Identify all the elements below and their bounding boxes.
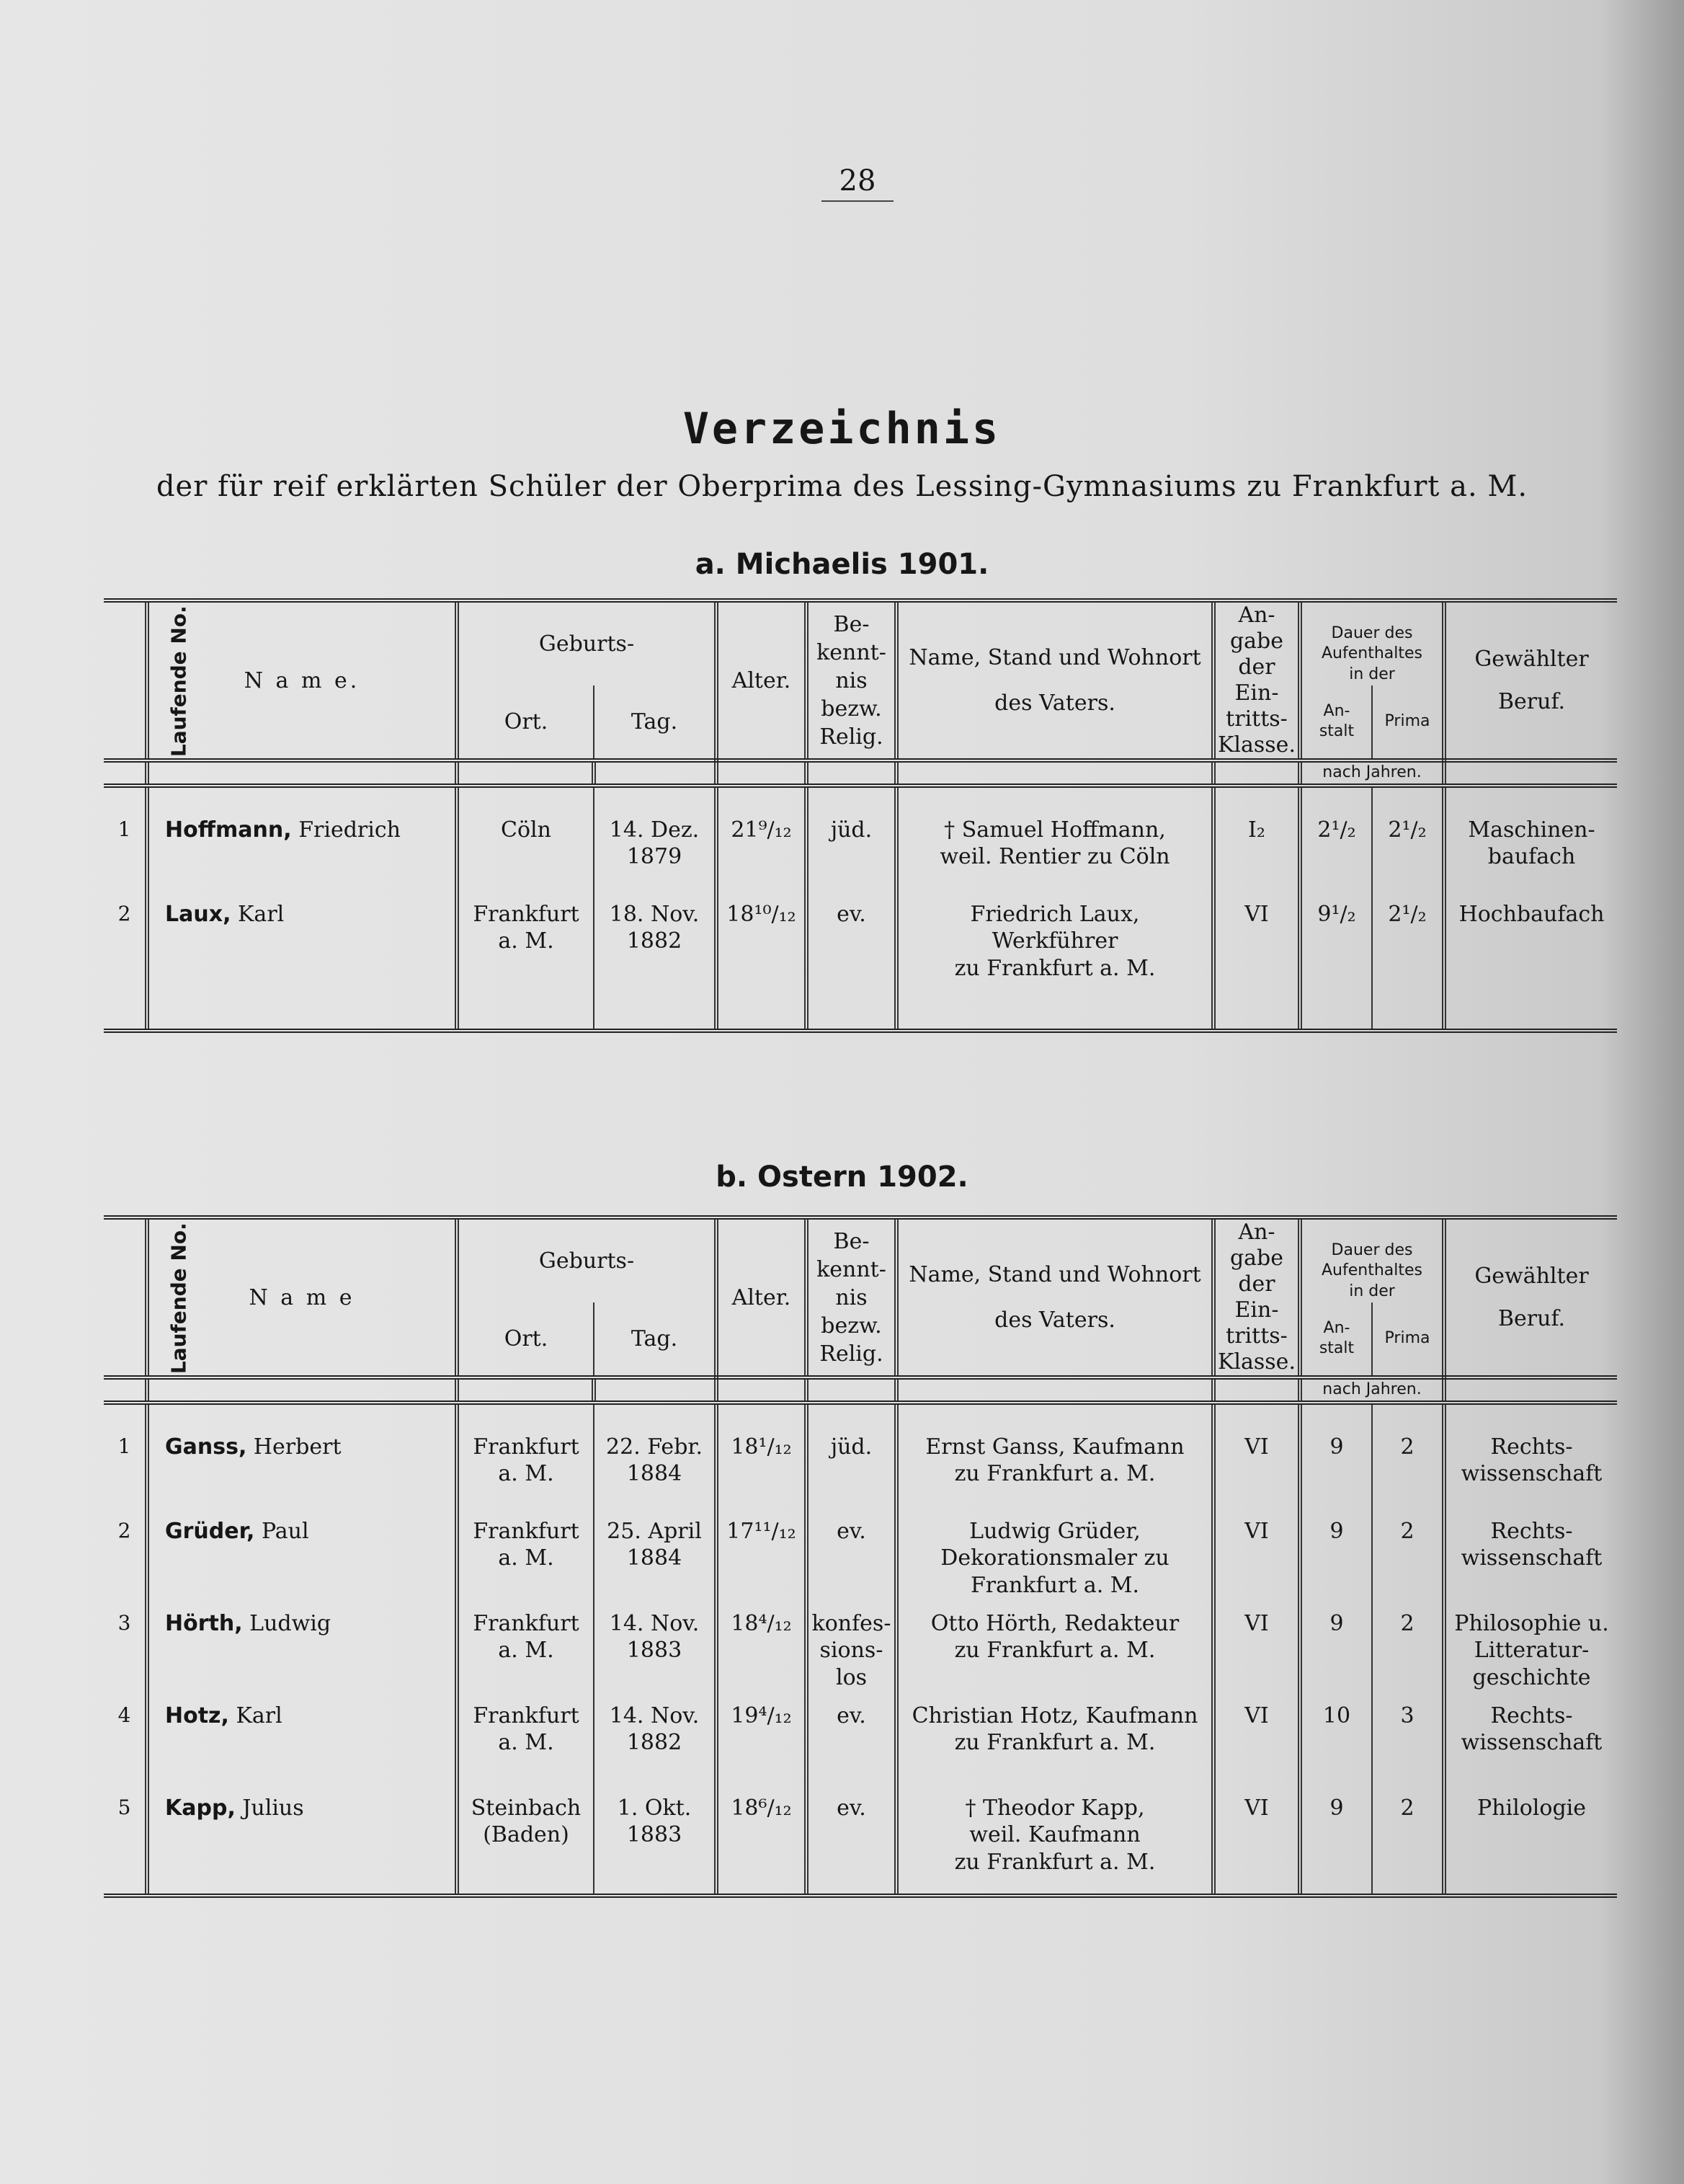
birth-date xyxy=(594,786,716,894)
header-angabe-line: Klasse. xyxy=(1218,732,1296,758)
register-table-ostern xyxy=(104,1215,1617,1898)
profession-line: Litteratur- xyxy=(1474,1638,1590,1664)
chosen-profession xyxy=(1444,1788,1617,1896)
entry-class: VI xyxy=(1213,1403,1300,1511)
birth-place-line: Steinbach xyxy=(471,1795,582,1821)
header-angabe-line: gabe xyxy=(1229,629,1284,654)
birth-date xyxy=(594,1788,716,1896)
student-surname: Grüder, xyxy=(165,1518,255,1544)
entry-class: VI xyxy=(1213,1603,1300,1695)
header-tag: Tag. xyxy=(594,685,716,760)
profession-line: Maschinen- xyxy=(1468,817,1595,843)
header-dauer-line: Aufenthaltes xyxy=(1322,1261,1423,1280)
header-bekenntnis-line: Relig. xyxy=(819,1341,883,1367)
birth-date-line: 1882 xyxy=(626,928,682,954)
years-anstalt: 2¹/₂ xyxy=(1300,786,1372,894)
birth-place-line: a. M. xyxy=(498,1545,554,1571)
religion xyxy=(806,786,896,894)
birth-date-line: 1879 xyxy=(626,844,682,870)
chosen-profession xyxy=(1444,894,1617,1031)
student-name xyxy=(147,1511,457,1603)
student-given-name: Friedrich xyxy=(298,817,401,843)
student-given-name: Ludwig xyxy=(249,1610,331,1636)
birth-place-line: a. M. xyxy=(498,1730,554,1756)
religion-line: ev. xyxy=(837,901,866,927)
student-name xyxy=(147,1403,457,1511)
header-spacer xyxy=(1213,760,1300,786)
header-angabe-line: An- xyxy=(1238,603,1275,628)
years-prima: 2¹/₂ xyxy=(1372,894,1444,1031)
header-vater-line: des Vaters. xyxy=(994,691,1115,716)
header-beruf-line: Gewählter xyxy=(1474,647,1589,672)
profession-line: wissenschaft xyxy=(1461,1545,1603,1571)
birth-place xyxy=(457,1403,594,1511)
father-line: zu Frankfurt a. M. xyxy=(954,1849,1156,1875)
chosen-profession xyxy=(1444,1603,1617,1695)
header-bekenntnis xyxy=(806,600,896,760)
father xyxy=(896,1788,1213,1896)
header-angabe-line: der xyxy=(1238,654,1275,680)
header-dauer-line: in der xyxy=(1349,1282,1395,1300)
student-given-name: Paul xyxy=(261,1518,309,1544)
years-anstalt: 9 xyxy=(1300,1788,1372,1896)
father-line: weil. Rentier zu Cöln xyxy=(940,844,1170,870)
header-ort: Ort. xyxy=(457,1302,594,1377)
header-vater-line: Name, Stand und Wohnort xyxy=(909,1262,1201,1287)
profession-line: Rechts- xyxy=(1490,1703,1573,1728)
religion xyxy=(806,894,896,1031)
header-dauer-line: in der xyxy=(1349,665,1395,683)
header-spacer xyxy=(457,1377,594,1403)
chosen-profession xyxy=(1444,1403,1617,1511)
student-given-name: Karl xyxy=(238,901,285,927)
header-beruf xyxy=(1444,600,1617,760)
birth-place-line: a. M. xyxy=(498,928,554,954)
header-spacer xyxy=(594,1377,716,1403)
header-angabe-line: tritts- xyxy=(1226,706,1288,732)
age: 21⁹/₁₂ xyxy=(716,786,806,894)
header-prima: Prima xyxy=(1372,685,1444,760)
header-vater-line: des Vaters. xyxy=(994,1308,1115,1333)
religion-line: los xyxy=(835,1664,868,1690)
father-line: Otto Hörth, Redakteur xyxy=(930,1610,1180,1636)
header-dauer xyxy=(1300,1217,1444,1302)
table-row xyxy=(104,1403,1617,1511)
header-alter: Alter. xyxy=(716,1217,806,1377)
header-spacer xyxy=(104,760,147,786)
row-number: 1 xyxy=(117,1434,131,1458)
table-row xyxy=(104,1695,1617,1788)
years-anstalt: 9 xyxy=(1300,1603,1372,1695)
student-given-name: Herbert xyxy=(253,1434,342,1460)
header-laufende-label: Laufende No. xyxy=(166,605,191,757)
student-name xyxy=(147,1695,457,1788)
religion xyxy=(806,1788,896,1896)
religion-line: ev. xyxy=(837,1703,866,1728)
birth-place-line: a. M. xyxy=(498,1638,554,1664)
header-bekenntnis xyxy=(806,1217,896,1377)
student-given-name: Karl xyxy=(236,1703,282,1728)
years-prima: 2 xyxy=(1372,1511,1444,1603)
chosen-profession xyxy=(1444,1695,1617,1788)
birth-place-line: Cöln xyxy=(501,817,551,843)
section-title-michaelis: a. Michaelis 1901. xyxy=(695,548,989,581)
header-bekenntnis-line: nis xyxy=(835,1284,868,1310)
religion-line: jüd. xyxy=(830,1434,873,1460)
father-line: Christian Hotz, Kaufmann xyxy=(912,1703,1198,1728)
header-geburts: Geburts- xyxy=(457,600,716,685)
religion-line: jüd. xyxy=(830,817,873,843)
header-angabe-line: der xyxy=(1238,1271,1275,1297)
father-line: † Theodor Kapp, xyxy=(965,1795,1145,1821)
father xyxy=(896,1403,1213,1511)
birth-place-line: Frankfurt xyxy=(473,1703,579,1728)
header-prima: Prima xyxy=(1372,1302,1444,1377)
header-spacer xyxy=(896,1377,1213,1403)
father-line: Ludwig Grüder, xyxy=(969,1518,1141,1544)
header-beruf-line: Gewählter xyxy=(1474,1264,1589,1289)
document-title: Verzeichnis xyxy=(682,404,1002,454)
header-spacer xyxy=(896,760,1213,786)
header-angabe-line: Ein- xyxy=(1234,1297,1279,1323)
student-name xyxy=(147,1788,457,1896)
birth-place-line: Frankfurt xyxy=(473,901,579,927)
father-line: Werkführer xyxy=(992,928,1118,954)
row-number: 2 xyxy=(104,894,147,1031)
years-prima: 2 xyxy=(1372,1788,1444,1896)
years-anstalt: 10 xyxy=(1300,1695,1372,1788)
years-anstalt: 9¹/₂ xyxy=(1300,894,1372,1031)
father-line: zu Frankfurt a. M. xyxy=(954,1638,1156,1664)
religion-line: sions- xyxy=(819,1638,883,1664)
birth-date xyxy=(594,1695,716,1788)
birth-date-line: 1. Okt. xyxy=(617,1795,692,1821)
profession-line: Hochbaufach xyxy=(1458,901,1605,927)
birth-place-line: (Baden) xyxy=(483,1822,569,1848)
student-surname: Hotz, xyxy=(165,1703,229,1728)
document-subtitle: der für reif erklärten Schüler der Oberprima des Lessing-Gymnasiums zu Frankfurt a. M. xyxy=(156,470,1528,503)
header-anstalt-line: stalt xyxy=(1319,1339,1355,1358)
religion xyxy=(806,1603,896,1695)
register-table-michaelis xyxy=(104,598,1617,1033)
row-number: 1 xyxy=(117,817,131,841)
birth-place xyxy=(457,1603,594,1695)
birth-date-line: 1884 xyxy=(626,1545,682,1571)
header-laufende-label: Laufende No. xyxy=(166,1222,191,1374)
age: 18⁶/₁₂ xyxy=(716,1788,806,1896)
years-prima: 2¹/₂ xyxy=(1372,786,1444,894)
father xyxy=(896,894,1213,1031)
table-row xyxy=(104,1511,1617,1603)
father-line: zu Frankfurt a. M. xyxy=(954,1730,1156,1756)
years-anstalt: 9 xyxy=(1300,1403,1372,1511)
father xyxy=(896,786,1213,894)
header-beruf-line: Beruf. xyxy=(1497,1306,1566,1331)
page-number: 28 xyxy=(821,164,894,202)
header-angabe-line: tritts- xyxy=(1226,1323,1288,1349)
header-dauer-line: Aufenthaltes xyxy=(1322,644,1423,663)
father-line: Frankfurt a. M. xyxy=(970,1572,1140,1598)
father-line: Friedrich Laux, xyxy=(970,901,1140,927)
father-line: † Samuel Hoffmann, xyxy=(944,817,1166,843)
student-given-name: Julius xyxy=(242,1795,304,1821)
birth-place xyxy=(457,1511,594,1603)
header-bekenntnis-line: Be- xyxy=(833,1228,870,1254)
header-bekenntnis-line: Be- xyxy=(833,611,870,637)
chosen-profession xyxy=(1444,786,1617,894)
header-anstalt xyxy=(1300,1302,1372,1377)
profession-line: Philologie xyxy=(1477,1795,1586,1821)
section-title-ostern: b. Ostern 1902. xyxy=(716,1160,968,1194)
birth-date xyxy=(594,1603,716,1695)
header-spacer xyxy=(1213,1377,1300,1403)
student-name xyxy=(147,1603,457,1695)
header-spacer xyxy=(716,1377,806,1403)
profession-line: Philosophie u. xyxy=(1454,1610,1609,1636)
header-spacer xyxy=(716,760,806,786)
father-line: zu Frankfurt a. M. xyxy=(954,1461,1156,1487)
age: 19⁴/₁₂ xyxy=(716,1695,806,1788)
father-line: zu Frankfurt a. M. xyxy=(954,955,1156,981)
birth-place-line: a. M. xyxy=(498,1461,554,1487)
student-surname: Hoffmann, xyxy=(165,817,292,843)
father-line: Dekorationsmaler zu xyxy=(940,1545,1170,1571)
header-spacer xyxy=(1444,760,1617,786)
header-anstalt-line: An- xyxy=(1323,701,1350,720)
header-spacer xyxy=(806,1377,896,1403)
student-surname: Hörth, xyxy=(165,1610,243,1636)
age: 18⁴/₁₂ xyxy=(716,1603,806,1695)
birth-date xyxy=(594,1403,716,1511)
header-spacer xyxy=(147,1377,457,1403)
header-dauer xyxy=(1300,600,1444,685)
header-angabe xyxy=(1213,1217,1300,1377)
header-dauer-line: Dauer des xyxy=(1331,1240,1413,1259)
religion-line: konfes- xyxy=(811,1610,891,1636)
birth-date xyxy=(594,1511,716,1603)
profession-line: wissenschaft xyxy=(1461,1461,1603,1487)
header-angabe-line: An- xyxy=(1238,1220,1275,1245)
header-spacer xyxy=(147,760,457,786)
religion-line: ev. xyxy=(837,1518,866,1544)
header-bekenntnis-line: nis xyxy=(835,667,868,693)
profession-line: Rechts- xyxy=(1490,1518,1573,1544)
header-spacer xyxy=(806,760,896,786)
entry-class: I₂ xyxy=(1213,786,1300,894)
row-number: 5 xyxy=(104,1788,147,1896)
header-dauer-line: Dauer des xyxy=(1331,623,1413,642)
entry-class: VI xyxy=(1213,1695,1300,1788)
header-vater xyxy=(896,600,1213,760)
header-anstalt xyxy=(1300,685,1372,760)
row-number: 4 xyxy=(117,1703,131,1727)
father xyxy=(896,1695,1213,1788)
father-line: weil. Kaufmann xyxy=(969,1822,1141,1848)
header-spacer xyxy=(457,760,594,786)
header-name xyxy=(147,1217,457,1377)
student-surname: Kapp, xyxy=(165,1795,236,1821)
table-row xyxy=(104,1788,1617,1896)
header-vater-line: Name, Stand und Wohnort xyxy=(909,645,1201,670)
father-line: Ernst Ganss, Kaufmann xyxy=(925,1434,1185,1460)
header-geburts: Geburts- xyxy=(457,1217,716,1302)
table-row xyxy=(104,1603,1617,1695)
profession-line: Rechts- xyxy=(1490,1434,1573,1460)
header-name-label: N a m e. xyxy=(244,667,360,693)
years-prima: 2 xyxy=(1372,1603,1444,1695)
header-nach-jahren: nach Jahren. xyxy=(1300,1377,1444,1403)
age: 18¹⁰/₁₂ xyxy=(716,894,806,1031)
birth-place xyxy=(457,786,594,894)
birth-place-line: Frankfurt xyxy=(473,1518,579,1544)
birth-place xyxy=(457,1788,594,1896)
birth-date-line: 1883 xyxy=(626,1822,682,1848)
birth-date-line: 14. Dez. xyxy=(609,817,700,843)
header-spacer xyxy=(594,760,716,786)
religion xyxy=(806,1511,896,1603)
birth-place xyxy=(457,1695,594,1788)
birth-date xyxy=(594,894,716,1031)
header-nach-jahren: nach Jahren. xyxy=(1300,760,1444,786)
header-spacer xyxy=(104,1377,147,1403)
header-laufende-no xyxy=(104,1217,191,1377)
header-bekenntnis-line: kennt- xyxy=(816,639,886,665)
birth-place xyxy=(457,894,594,1031)
student-name xyxy=(147,894,457,1031)
father xyxy=(896,1511,1213,1603)
profession-line: wissenschaft xyxy=(1461,1730,1603,1756)
header-angabe-line: Ein- xyxy=(1234,680,1279,706)
birth-date-line: 25. April xyxy=(607,1518,702,1544)
years-prima: 3 xyxy=(1372,1695,1444,1788)
row-number: 2 xyxy=(117,1518,131,1542)
header-angabe xyxy=(1213,600,1300,760)
row-number: 3 xyxy=(117,1610,131,1635)
birth-date-line: 22. Febr. xyxy=(606,1434,703,1460)
header-ort: Ort. xyxy=(457,685,594,760)
header-angabe-line: gabe xyxy=(1229,1246,1284,1271)
header-angabe-line: Klasse. xyxy=(1218,1349,1296,1375)
birth-date-line: 1883 xyxy=(626,1638,682,1664)
birth-date-line: 14. Nov. xyxy=(609,1610,700,1636)
entry-class: VI xyxy=(1213,1788,1300,1896)
header-name-label: N a m e xyxy=(249,1284,355,1310)
father xyxy=(896,1603,1213,1695)
student-name xyxy=(147,786,457,894)
years-anstalt: 9 xyxy=(1300,1511,1372,1603)
header-name xyxy=(147,600,457,760)
student-surname: Ganss, xyxy=(165,1434,247,1460)
birth-date-line: 1884 xyxy=(626,1461,682,1487)
header-spacer xyxy=(1444,1377,1617,1403)
header-alter: Alter. xyxy=(716,600,806,760)
header-beruf xyxy=(1444,1217,1617,1377)
religion-line: ev. xyxy=(837,1795,866,1821)
profession-line: baufach xyxy=(1487,844,1576,870)
entry-class: VI xyxy=(1213,894,1300,1031)
header-laufende-no xyxy=(104,600,191,760)
table-row xyxy=(104,786,1617,894)
header-tag: Tag. xyxy=(594,1302,716,1377)
birth-date-line: 18. Nov. xyxy=(609,901,700,927)
header-beruf-line: Beruf. xyxy=(1497,689,1566,714)
header-vater xyxy=(896,1217,1213,1377)
student-surname: Laux, xyxy=(165,901,231,927)
chosen-profession xyxy=(1444,1511,1617,1603)
entry-class: VI xyxy=(1213,1511,1300,1603)
birth-place-line: Frankfurt xyxy=(473,1434,579,1460)
header-anstalt-line: stalt xyxy=(1319,722,1355,741)
profession-line: geschichte xyxy=(1472,1664,1591,1690)
religion xyxy=(806,1403,896,1511)
religion xyxy=(806,1695,896,1788)
age: 17¹¹/₁₂ xyxy=(716,1511,806,1603)
birth-place-line: Frankfurt xyxy=(473,1610,579,1636)
birth-date-line: 1882 xyxy=(626,1730,682,1756)
header-bekenntnis-line: kennt- xyxy=(816,1256,886,1282)
age: 18¹/₁₂ xyxy=(716,1403,806,1511)
header-bekenntnis-line: bezw. xyxy=(821,1313,882,1339)
birth-date-line: 14. Nov. xyxy=(609,1703,700,1728)
table-row xyxy=(104,894,1617,1031)
header-anstalt-line: An- xyxy=(1323,1318,1350,1337)
years-prima: 2 xyxy=(1372,1403,1444,1511)
header-bekenntnis-line: bezw. xyxy=(821,696,882,722)
header-bekenntnis-line: Relig. xyxy=(819,724,883,750)
